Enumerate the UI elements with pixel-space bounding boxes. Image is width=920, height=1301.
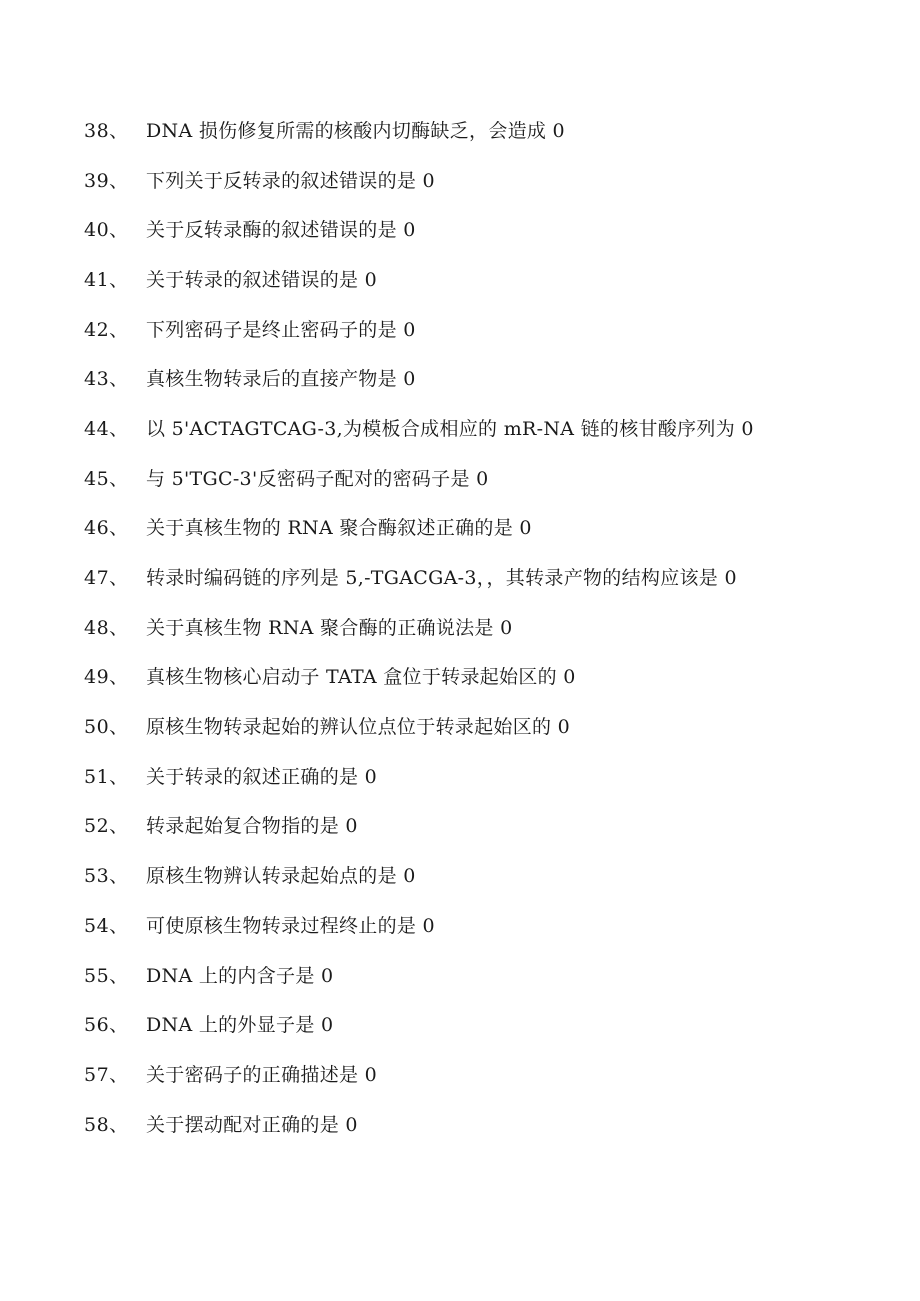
- question-text: DNA 上的外显子是 0: [146, 1014, 334, 1037]
- question-number: 51、: [84, 765, 129, 788]
- question-number: 53、: [84, 865, 129, 888]
- question-item: [84, 454, 884, 504]
- question-text: 可使原核生物转录过程终止的是 0: [146, 914, 435, 937]
- question-number: 39、: [84, 169, 129, 192]
- question-item: [84, 305, 884, 355]
- question-text: 关于真核生物 RNA 聚合酶的正确说法是 0: [146, 616, 513, 639]
- question-number: 55、: [84, 964, 129, 987]
- question-number: 47、: [84, 567, 129, 590]
- question-number: 42、: [84, 318, 129, 341]
- question-item: [84, 354, 884, 404]
- question-number: 56、: [84, 1014, 129, 1037]
- question-text: 关于密码子的正确描述是 0: [146, 1063, 378, 1086]
- question-item: [84, 951, 884, 1001]
- question-item: [84, 1100, 884, 1150]
- question-text: 关于真核生物的 RNA 聚合酶叙述正确的是 0: [146, 517, 532, 540]
- question-item: [84, 1050, 884, 1100]
- question-number: 45、: [84, 467, 129, 490]
- question-text: 原核生物转录起始的辨认位点位于转录起始区的 0: [146, 716, 571, 739]
- question-number: 41、: [84, 268, 129, 291]
- question-text: 下列密码子是终止密码子的是 0: [146, 318, 416, 341]
- question-text: 原核生物辨认转录起始点的是 0: [146, 865, 416, 888]
- question-number: 57、: [84, 1063, 129, 1086]
- question-number: 46、: [84, 517, 129, 540]
- question-item: [84, 901, 884, 951]
- question-item: [84, 802, 884, 852]
- question-item: [84, 653, 884, 703]
- question-item: [84, 752, 884, 802]
- question-text: DNA 损伤修复所需的核酸内切酶缺乏，会造成 0: [146, 119, 565, 142]
- question-number: 38、: [84, 119, 129, 142]
- question-number: 54、: [84, 914, 129, 937]
- question-item: [84, 702, 884, 752]
- question-text: 关于转录的叙述错误的是 0: [146, 268, 378, 291]
- question-item: [84, 1000, 884, 1050]
- question-number: 49、: [84, 666, 129, 689]
- question-item: [84, 156, 884, 206]
- question-number: 40、: [84, 219, 129, 242]
- question-list: [84, 106, 884, 1149]
- question-text: 关于反转录酶的叙述错误的是 0: [146, 219, 416, 242]
- question-item: [84, 106, 884, 156]
- question-item: [84, 504, 884, 554]
- question-number: 50、: [84, 716, 129, 739]
- question-text: 与 5'TGC-3'反密码子配对的密码子是 0: [146, 467, 489, 490]
- question-text: 转录起始复合物指的是 0: [146, 815, 358, 838]
- question-item: [84, 255, 884, 305]
- question-text: DNA 上的内含子是 0: [146, 964, 334, 987]
- question-item: [84, 404, 884, 454]
- question-text: 关于转录的叙述正确的是 0: [146, 765, 378, 788]
- question-text: 真核生物核心启动子 TATA 盒位于转录起始区的 0: [146, 666, 576, 689]
- question-number: 52、: [84, 815, 129, 838]
- question-text: 转录时编码链的序列是 5,-TGACGA-3，，其转录产物的结构应该是 0: [146, 567, 737, 590]
- question-item: [84, 851, 884, 901]
- question-number: 58、: [84, 1113, 129, 1136]
- question-item: [84, 553, 884, 603]
- question-text: 下列关于反转录的叙述错误的是 0: [146, 169, 435, 192]
- question-text: 关于摆动配对正确的是 0: [146, 1113, 358, 1136]
- question-number: 48、: [84, 616, 129, 639]
- question-item: [84, 603, 884, 653]
- question-item: [84, 205, 884, 255]
- question-number: 43、: [84, 368, 129, 391]
- question-number: 44、: [84, 417, 129, 440]
- question-text: 真核生物转录后的直接产物是 0: [146, 368, 416, 391]
- question-text: 以 5'ACTAGTCAG-3,为模板合成相应的 mR-NA 链的核甘酸序列为 0: [146, 417, 754, 440]
